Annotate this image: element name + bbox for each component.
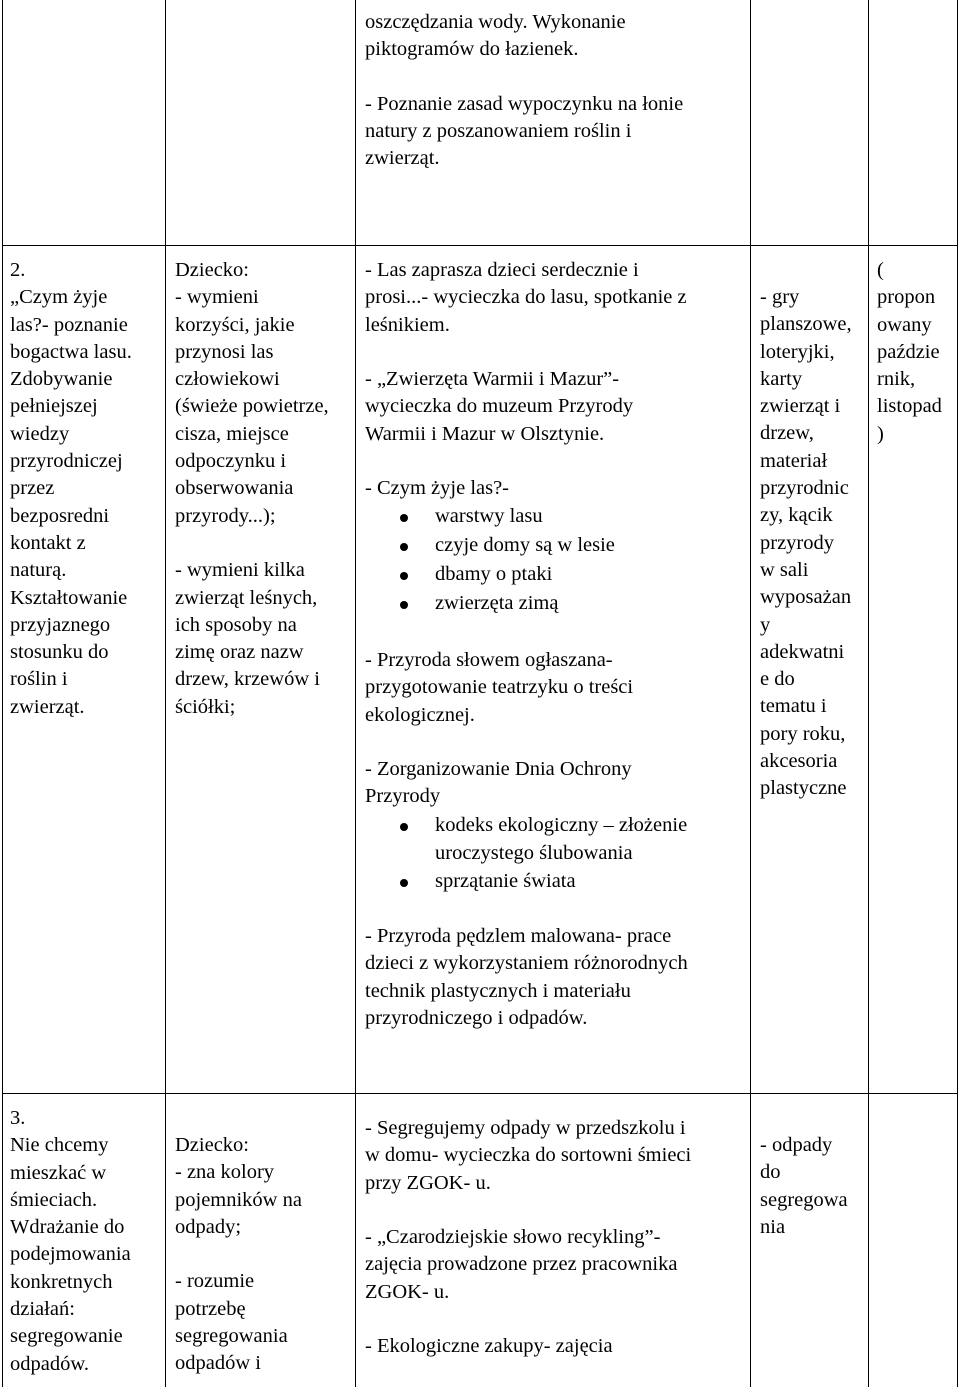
table-border-right [957,0,958,1387]
list-item-label: dbamy o ptaki [435,563,553,585]
list-item [395,812,735,867]
bullet-icon [400,543,408,551]
text-line: - Poznanie zasad wypoczynku na łonie [365,92,684,115]
list-item-label: zwierzęta zimą [435,592,559,614]
text-line: materiał [760,449,828,472]
text-line: ekologicznej. [365,703,475,726]
text-line: zwierząt leśnych, [175,586,318,609]
text-line: ściółki; [175,695,236,718]
text-line: ZGOK- u. [365,1280,450,1303]
list-item [395,561,735,589]
text-line: ich sposoby na [175,613,297,636]
text-line: - rozumie [175,1270,255,1293]
row2-topic-cell [10,257,132,721]
text-line: Dziecko: [175,1134,249,1156]
text-line: - Przyroda pędzlem malowana- prace [365,925,672,947]
text-line: przynosi las [175,340,274,363]
text-line: - Zorganizowanie Dnia Ochrony [365,758,632,781]
text-line: człowiekowi [175,368,280,391]
text-line: - zna kolory [175,1161,275,1184]
text-line: - „Czarodziejskie słowo recykling”- [365,1226,661,1249]
text-line [365,1197,691,1224]
text-line: - wymieni kilka [175,559,305,582]
text-line [365,339,687,366]
text-line: bezposredni [10,504,110,527]
text-line: 3. [10,1107,26,1129]
row-divider-1 [2,245,958,246]
text-line: ) [877,422,884,445]
text-line: Wdrażanie do [10,1216,125,1239]
text-line: dzieci z wykorzystaniem różnorodnych [365,952,688,975]
text-line: leśnikiem. [365,313,450,336]
list-item [395,868,735,896]
row2-goals-cell [175,257,329,721]
row2-bullet-list-b [395,812,735,896]
text-line: odpady; [175,1215,242,1238]
text-line [365,1306,691,1333]
list-item-label: warstwy lasu [435,505,543,527]
text-line: listopad [877,395,942,418]
text-line: tematu i [760,695,827,718]
row2-materials-cell [760,284,852,803]
text-line: Dziecko: [175,259,249,281]
row3-goals-cell [175,1132,302,1378]
text-line: odpadów i [175,1352,261,1375]
bullet-icon [400,823,408,831]
text-line: zy, kącik [760,504,833,527]
list-item [395,503,735,531]
table-divider-col2 [355,0,356,1387]
text-line: segregowanie [10,1325,123,1348]
text-line: segregowa [760,1188,848,1211]
text-line: Nie chcemy [10,1134,109,1157]
text-line: - wymieni [175,286,259,309]
row2-date-cell [877,257,942,448]
text-line: - „Zwierzęta Warmii i Mazur”- [365,368,620,391]
text-line: loteryjki, [760,340,835,363]
text-line: „Czym żyje [10,286,108,309]
text-line: - gry [760,286,800,308]
list-item [395,590,735,618]
row3-activities-cell [365,1115,691,1361]
text-line: w sali [760,558,809,581]
text-line [365,448,687,475]
text-line: przyjaznego [10,613,111,636]
text-line: naturą. [10,559,67,582]
text-line: konkretnych [10,1270,113,1293]
text-line: działań: [10,1298,75,1321]
text-line: przyrodnic [760,477,849,500]
text-line: akcesoria [760,750,838,773]
text-line: paździe [877,340,940,363]
text-line: propon [877,286,936,309]
list-item [395,532,735,560]
text-line: obserwowania [175,477,294,500]
table-border-left [2,0,3,1387]
text-line: cisza, miejsce [175,422,289,445]
text-line: karty [760,367,803,390]
text-line: - Segregujemy odpady w przedszkolu i [365,1117,686,1139]
text-line: śmieciach. [10,1188,98,1211]
bullet-icon [400,572,408,580]
text-line: adekwatni [760,640,845,663]
text-line: odpadów. [10,1352,89,1375]
text-line: technik plastycznych i materiału [365,979,631,1002]
table-divider-col4 [868,0,869,1387]
text-line: nia [760,1215,786,1238]
text-line: odpoczynku i [175,450,287,473]
row3-materials-cell [760,1132,848,1241]
row2-activities-c [365,923,688,1032]
text-line: pełniejszej [10,395,98,418]
text-line: drzew, krzewów i [175,668,320,691]
text-line: ( [877,259,884,281]
row-divider-2 [2,1093,958,1094]
text-line: roślin i [10,668,68,691]
bullet-icon [400,601,408,609]
text-line: owany [877,313,932,336]
text-line: plastyczne [760,777,847,800]
text-line: zajęcia prowadzone przez pracownika [365,1253,678,1276]
text-line [175,530,329,557]
text-line: korzyści, jakie [175,313,295,336]
list-item-label: czyje domy są w lesie [435,534,615,556]
text-line: oszczędzania wody. Wykonanie [365,11,626,33]
text-line: przyrodniczej [10,450,123,473]
text-line: prosi...- wycieczka do lasu, spotkanie z [365,286,687,309]
text-line [365,64,683,91]
text-line: Zdobywanie [10,368,113,391]
table-divider-col1 [165,0,166,1387]
text-line: zwierząt. [365,147,440,170]
row2-activities-a [365,257,687,503]
text-line: wiedzy [10,422,70,445]
text-line: wycieczka do muzeum Przyrody [365,395,634,418]
row1-activities-cell [365,9,683,173]
bullet-icon [400,514,408,522]
bullet-icon [400,879,408,887]
text-line: planszowe, [760,313,852,336]
text-line: Kształtowanie [10,586,128,609]
text-line: w domu- wycieczka do sortowni śmieci [365,1144,692,1167]
list-item-label-cont: uroczystego ślubowania [435,842,633,864]
text-line: wyposażan [760,586,852,609]
text-line: Warmii i Mazur w Olsztynie. [365,422,605,445]
text-line: - Las zaprasza dzieci serdecznie i [365,259,639,281]
text-line: przez [10,477,55,500]
text-line: - Przyroda słowem ogłaszana- [365,649,613,671]
text-line: rnik, [877,368,916,391]
text-line: zwierząt. [10,695,85,718]
list-item-label: sprzątanie świata [435,870,576,892]
table-divider-col3 [750,0,751,1387]
text-line: do [760,1161,781,1184]
text-line: zwierząt i [760,395,841,418]
text-line: segregowania [175,1325,288,1348]
text-line: drzew, [760,422,814,445]
text-line: (świeże powietrze, [175,395,329,418]
text-line: - odpady [760,1134,833,1156]
text-line: - Ekologiczne zakupy- zajęcia [365,1335,613,1358]
text-line: kontakt z [10,531,86,554]
text-line: podejmowania [10,1243,131,1266]
row3-topic-cell [10,1105,131,1378]
text-line: las?- poznanie [10,313,128,336]
text-line: przygotowanie teatrzyku o treści [365,676,634,699]
text-line: - Czym żyje las?- [365,477,510,500]
text-line: pory roku, [760,722,846,745]
text-line [175,1241,302,1268]
text-line: 2. [10,259,26,281]
text-line: e do [760,668,795,691]
text-line: zimę oraz nazw [175,641,304,664]
row2-activities-b [365,647,633,811]
text-line: przy ZGOK- u. [365,1171,491,1194]
text-line: bogactwa lasu. [10,340,132,363]
row2-bullet-list-a [395,503,735,615]
text-line: pojemników na [175,1188,302,1211]
text-line: piktogramów do łazienek. [365,38,579,61]
text-line: stosunku do [10,641,109,664]
text-line: przyrodniczego i odpadów. [365,1006,588,1029]
list-item-label: kodeks ekologiczny – złożenie [435,814,688,836]
text-line: przyrody...); [175,504,276,527]
text-line: Przyrody [365,785,441,808]
text-line: natury z poszanowaniem roślin i [365,120,632,143]
text-line [365,729,633,756]
text-line: potrzebę [175,1297,246,1320]
text-line: mieszkać w [10,1161,107,1184]
text-line: przyrody [760,531,835,554]
text-line: y [760,613,771,636]
